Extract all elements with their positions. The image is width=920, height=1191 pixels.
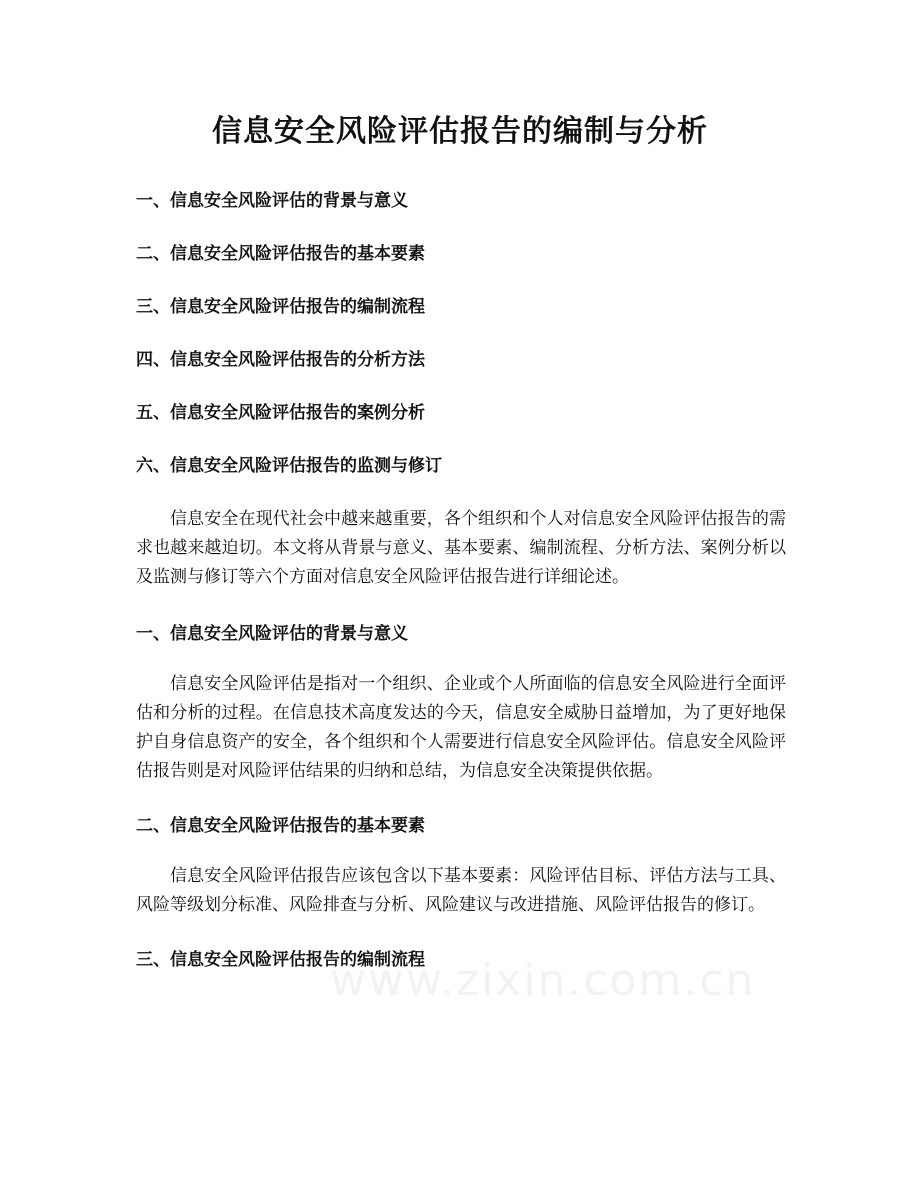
- section-paragraph: 信息安全风险评估报告应该包含以下基本要素：风险评估目标、评估方法与工具、风险等级划分标准、风险排查与分析、风险建议与改进措施、风险评估报告的修订。: [136, 866, 786, 915]
- toc-item: 四、信息安全风险评估报告的分析方法: [136, 350, 425, 370]
- document-title: 信息安全风险评估报告的编制与分析: [212, 114, 708, 149]
- section-paragraph: 信息安全风险评估是指对一个组织、企业或个人所面临的信息安全风险进行全面评估和分析的过程。在信息技术高度发达的今天，信息安全威胁日益增加，为了更好地保护自身信息资产的安全，各个组织和个人需要进行信息安全风险评估。信息安全风险评估报告则是对风险评估结果的归纳和总结，为信息安全决策提供依据。: [136, 674, 786, 781]
- toc-item: 五、信息安全风险评估报告的案例分析: [136, 403, 425, 423]
- section-heading: 三、信息安全风险评估报告的编制流程: [136, 950, 425, 970]
- toc-item: 六、信息安全风险评估报告的监测与修订: [136, 456, 442, 476]
- document-body: [136, 505, 786, 972]
- toc-item: 一、信息安全风险评估的背景与意义: [136, 191, 408, 211]
- section-heading: 一、信息安全风险评估的背景与意义: [136, 624, 408, 644]
- intro-paragraph: 信息安全在现代社会中越来越重要，各个组织和个人对信息安全风险评估报告的需求也越来越迫切。本文将从背景与意义、基本要素、编制流程、分析方法、案例分析以及监测与修订等六个方面对信息安全风险评估报告进行详细论述。: [136, 509, 786, 587]
- toc-item: 三、信息安全风险评估报告的编制流程: [136, 297, 425, 317]
- watermark: www.zixin.com.cn: [330, 955, 756, 1006]
- toc-item: 二、信息安全风险评估报告的基本要素: [136, 244, 425, 264]
- section-heading: 二、信息安全风险评估报告的基本要素: [136, 816, 425, 836]
- table-of-contents: [136, 189, 442, 507]
